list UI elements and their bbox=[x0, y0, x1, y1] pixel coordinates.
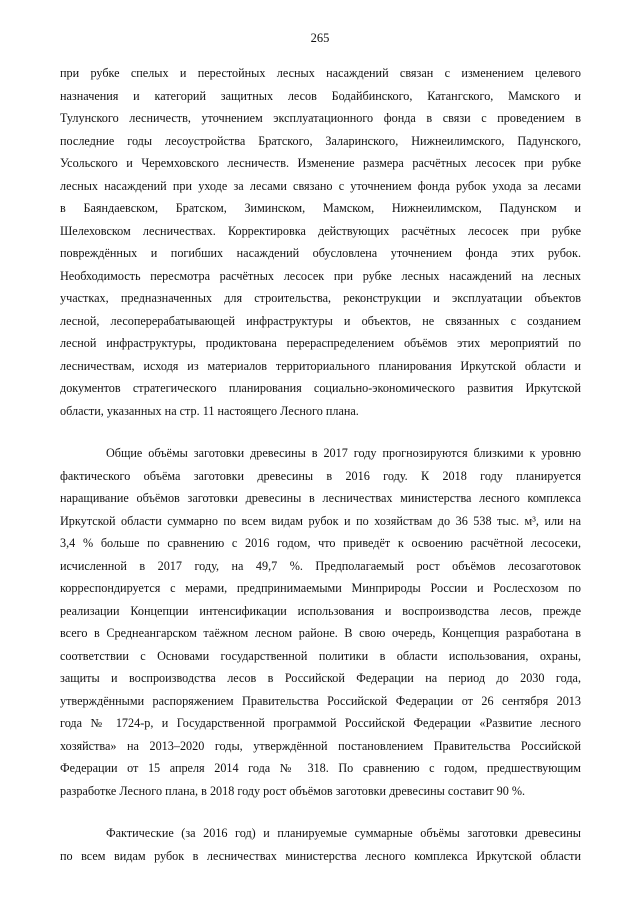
text-line: назначения и категорий защитных лесов Бодайбинского, Катангского, Мамского и bbox=[60, 88, 581, 103]
text-line: по всем видам рубок в лесничествах министерства лесного комплекса Иркутской области bbox=[60, 848, 581, 863]
text-line: Шелеховском лесничествах. Корректировка действующих расчётных лесосек при рубке bbox=[60, 223, 581, 238]
text-line: реализации Концепции интенсификации использования и воспроизводства лесов, прежде bbox=[60, 603, 581, 618]
document-body bbox=[60, 62, 581, 867]
text-line: Федерации от 15 апреля 2014 года № 318. По сравнению с годом, предшествующим bbox=[60, 761, 581, 775]
text-line: лесной, лесоперерабатывающей инфраструктуры и объектов, не связанных с созданием bbox=[60, 313, 581, 328]
text-line: всего в Среднеангарском таёжном лесном районе. В свою очередь, Концепция разработана в bbox=[60, 626, 581, 640]
text-line: утверждёнными распоряжением Правительства Российской Федерации от 26 сентября 2013 bbox=[60, 693, 581, 708]
text-line: Иркутской области суммарно по всем видам рубок и по хозяйствам до 36 538 тыс. м³, или на bbox=[60, 513, 581, 528]
text-line: участках, предназначенных для строительства, реконструкции и эксплуатации объектов bbox=[60, 291, 581, 305]
text-line: последние годы лесоустройства Братского, Заларинского, Нижнеилимского, Падунского, bbox=[60, 133, 581, 148]
text-line: лесных насаждений при уходе за лесами связано с уточнением фонда рубок ухода за лесами bbox=[60, 178, 581, 193]
text-line: при рубке спелых и перестойных лесных насаждений связан с изменением целевого bbox=[60, 66, 581, 80]
text-line: Общие объёмы заготовки древесины в 2017 году прогнозируются близкими к уровню bbox=[106, 446, 581, 460]
text-line: Усольского и Черемховского лесничеств. Изменение размера расчётных лесосек при рубке bbox=[60, 156, 581, 170]
text-line: лесничествам, исходя из материалов территориального планирования Иркутской области и bbox=[60, 358, 581, 373]
text-line: корреспондируется с мерами, предпринимаемыми Минприроды России и Рослесхозом по bbox=[60, 581, 581, 595]
text-line: Необходимость пересмотра расчётных лесосек при рубке лесных насаждений на лесных bbox=[60, 268, 581, 283]
text-line: года № 1724-р, и Государственной программой Российской Федерации «Развитие лесного bbox=[60, 716, 581, 730]
paragraph-2 bbox=[60, 442, 581, 802]
text-line: хозяйства» на 2013–2020 годы, утверждённой постановлением Правительства Российской bbox=[60, 738, 581, 753]
text-line: Фактические (за 2016 год) и планируемые суммарные объёмы заготовки древесины bbox=[106, 826, 581, 840]
page-number: 265 bbox=[310, 31, 330, 45]
paragraph-1 bbox=[60, 62, 581, 422]
text-line: защиты и воспроизводства лесов в Российской Федерации на период до 2030 года, bbox=[60, 671, 581, 685]
text-line: соответствии с Основами государственной политики в области использования, охраны, bbox=[60, 648, 581, 663]
paragraph-3 bbox=[60, 822, 581, 867]
text-line: повреждённых и погибших насаждений обусловлена уточнением фонда этих рубок. bbox=[60, 246, 581, 260]
text-line: разработке Лесного плана, в 2018 году рост объёмов заготовки древесины составит 90 %. bbox=[60, 783, 526, 798]
text-line: области, указанных на стр. 11 настоящего Лесного плана. bbox=[60, 403, 359, 418]
text-line: фактического объёма заготовки древесины в 2016 году. К 2018 году планируется bbox=[60, 468, 581, 483]
text-line: Тулунского лесничеств, уточнением эксплуатационного фонда в связи с проведением в bbox=[60, 111, 581, 125]
text-line: наращивание объёмов заготовки древесины в лесничествах министерства лесного комплекса bbox=[60, 491, 581, 505]
text-line: документов стратегического планирования социально-экономического развития Иркутской bbox=[60, 381, 581, 395]
text-line: лесной инфраструктуры, продиктована перераспределением объёмов этих мероприятий по bbox=[60, 336, 581, 350]
text-line: в Баяндаевском, Братском, Зиминском, Мамском, Нижнеилимском, Падунском и bbox=[60, 201, 581, 215]
text-line: исчисленной в 2017 году, на 49,7 %. Предполагаемый рост объёмов лесозаготовок bbox=[60, 558, 581, 573]
text-line: 3,4 % больше по сравнению с 2016 годом, что приведёт к освоению расчётной лесосеки, bbox=[60, 536, 581, 550]
